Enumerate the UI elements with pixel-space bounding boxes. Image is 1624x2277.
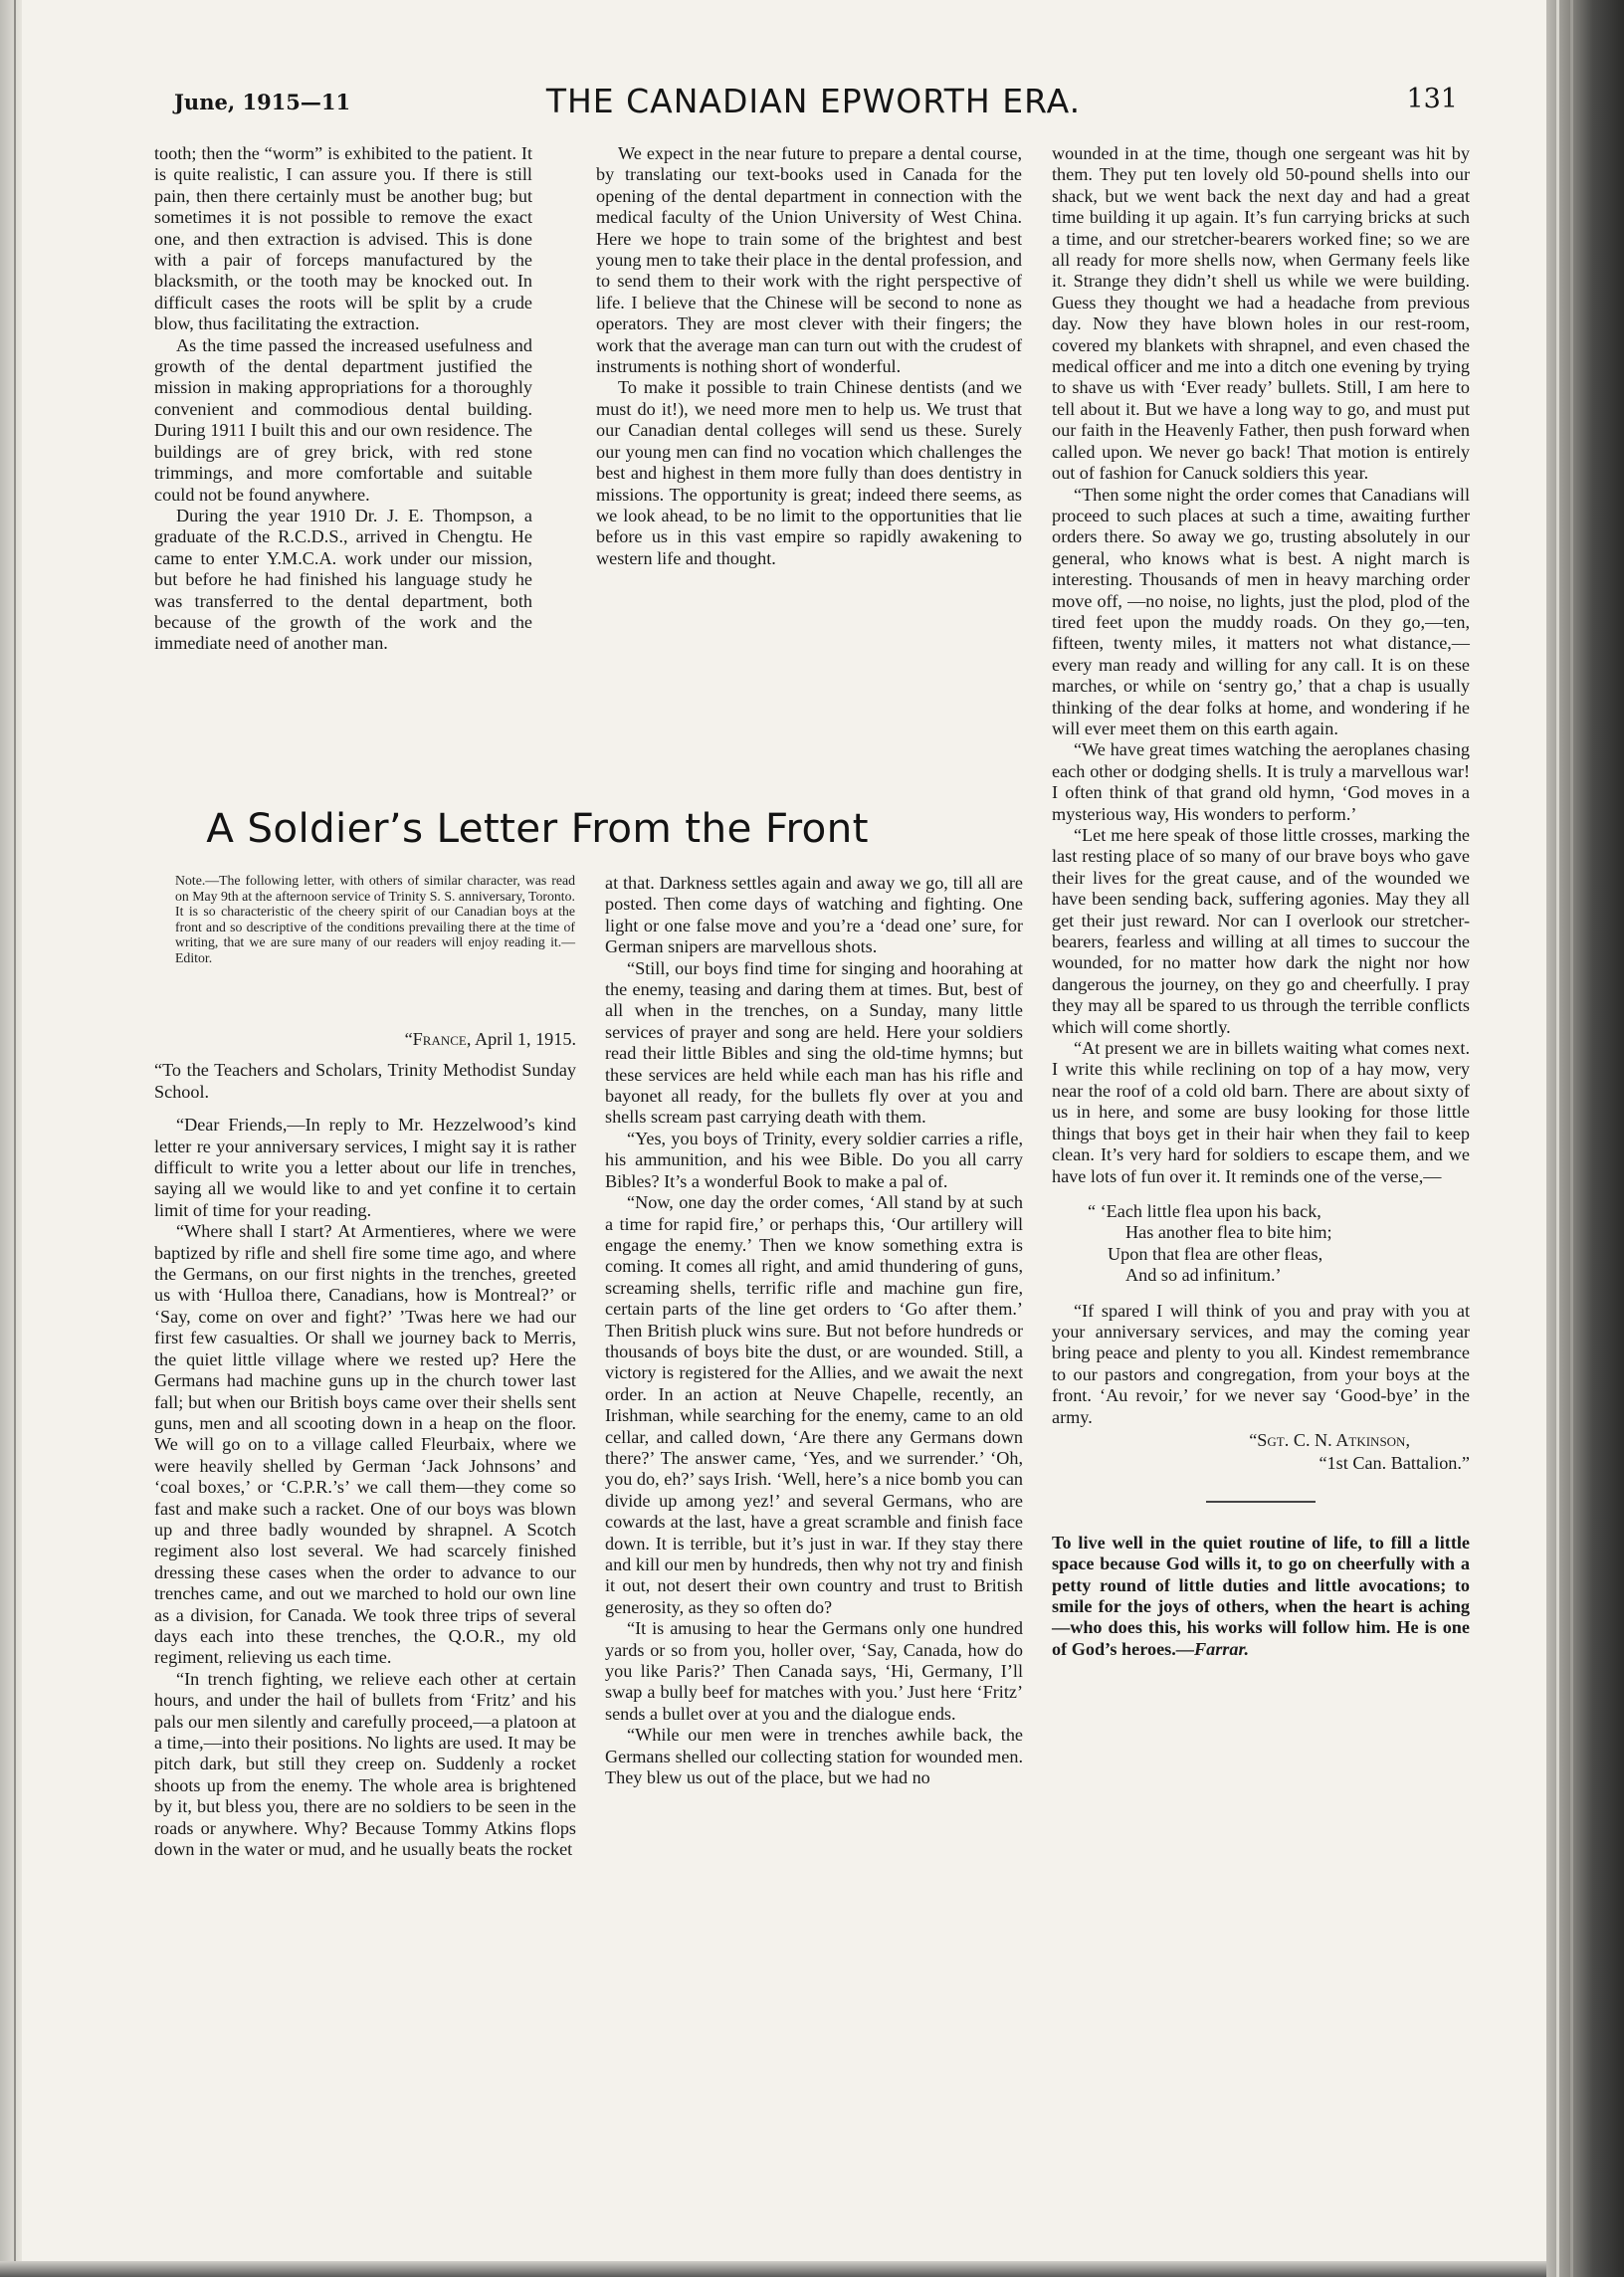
signature-unit: “1st Can. Battalion.” (1319, 1453, 1470, 1474)
quote-attribution: Farrar. (1193, 1638, 1250, 1659)
paragraph: “We have great times watching the aeroplanes chasing each other or dodging shells. It is truly a marvellous war! I often think of that grand old hymn, ‘God moves in a mysterious way, His wonders to perform.’ (1052, 739, 1470, 824)
top-column-2 (596, 143, 1022, 569)
dateline-place: “France, (404, 1029, 472, 1049)
quote-text: To live well in the quiet routine of life, to fill a little space because God wills it, to go on cheerfully with a petty round of little duties and little avocations; to smile for the joys of others, when the heart is aching—who does this, his works will follow him. He is one of God’s heroes.— (1052, 1532, 1470, 1659)
verse-line: Upon that flea are other fleas, (1108, 1243, 1323, 1264)
signature-name-text: “Sgt. C. N. Atkinson, (1249, 1429, 1410, 1450)
verse-line: And so ad infinitum.’ (1125, 1265, 1282, 1286)
magazine-title: THE CANADIAN EPWORTH ERA. (545, 82, 1082, 120)
editor-note: Note.—The following letter, with others of similar character, was read on May 9th at the afternoon service of Trinity S. S. anniversary, Toronto. It is so characteristic of the cheery spirit of our Canadian boys at the front and so descriptive of the conditions prevailing there at the time of writing, that we are sure many of our readers will enjoy reading it.—Editor. (175, 873, 575, 965)
issue-date: June, 1915—11 (174, 90, 351, 114)
page-left-edge (0, 0, 22, 2277)
paragraph: “Now, one day the order comes, ‘All stand by at such a time for rapid fire,’ or perhaps this, ‘Our artillery will engage the enemy.’ Then we know something extra is coming. It comes all right, and amid thundering of guns, screaming shells, terrific rifle and machine gun fire, certain parts of the line get orders to ‘Go after them.’ Then British pluck wins sure. But not before hundreds or thousands of boys bite the dust, or are wounded. Still, a victory is registered for the Allies, and we await the next order. In an action at Neuve Chapelle, recently, an Irishman, while searching for the enemy, came to an old cellar, and called down, ‘Are there any Germans down there?’ The answer came, ‘Yes, and we surrender.’ ‘Oh, you do, eh?’ says Irish. ‘Well, here’s a nice bomb you can divide up among yez!’ and several Germans, who are cowards at the last, have a great scramble and finish face down. It is terrible, but it’s just in war. If they stay there and kill our men by hundreds, then why not try and finish it out, not desert their own country and trust to British generosity, as they so often do? (605, 1192, 1023, 1617)
section-divider (1206, 1501, 1316, 1503)
verse-line: Has another flea to bite him; (1125, 1222, 1332, 1243)
signature-name (1052, 1430, 1470, 1451)
paragraph: “Yes, you boys of Trinity, every soldier carries a rifle, his ammunition, and his wee Bible. Do you all carry Bibles? It’s a wonderful Book to make a pal of. (605, 1128, 1023, 1191)
paragraph: “Then some night the order comes that Canadians will proceed to such places at such a time, awaiting further orders there. So away we go, trusting absolutely in our general, who knows what is best. A night march is interesting. Thousands of men in heavy marching order move off, —no noise, no lights, just the plod, plod of the tired feet upon the muddy roads. On they go,—ten, fifteen, twenty miles, it matters not what distance,—every man ready and willing for any call. It is on these marches, or while on ‘sentry go,’ that a chap is usually thinking of the dear folks at home, and wondering if he will ever meet them on this earth again. (1052, 484, 1470, 738)
page-number: 131 (1406, 84, 1458, 114)
paragraph: “Let me here speak of those little crosses, marking the last resting place of so many of our brave boys who gave their lives for the great cause, and of the wounded we have been sending back, suffering agonies. May they all get their just reward. Nor can I overlook our stretcher-bearers, fearless and willing at all times to succour the wounded, for no matter how dark the night nor how dangerous the journey, on they go and cheerfully. I pray they may all be spared to us through the terrible conflicts which will come shortly. (1052, 825, 1470, 1037)
paragraph: “While our men were in trenches awhile back, the Germans shelled our collecting station for wounded men. They blew us out of the place, but we had no (605, 1725, 1023, 1788)
paragraph: To make it possible to train Chinese dentists (and we must do it!), we need more men to help us. We trust that our Canadian dental colleges will send us these. Surely our young men can find no vocation which challenges the best and highest in them more fully than does dentistry in missions. The opportunity is great; indeed there seems, as we look ahead, to be no limit to the opportunities that lie before us in this vast empire so rapidly awakening to western life and thought. (596, 377, 1022, 568)
article-column-1 (154, 1029, 576, 1860)
flea-verse (1052, 1201, 1470, 1287)
closing-paragraph: “If spared I will think of you and pray with you at your anniversary services, and may the coming year bring peace and plenty to you all. Kindest remembrance to our pastors and congregation, from your boys at the front. ‘Au revoir,’ for we never say ‘Good-bye’ in the army. (1052, 1300, 1470, 1427)
verse-line: “ ‘Each little flea upon his back, (1088, 1200, 1321, 1221)
paragraph: As the time passed the increased usefulness and growth of the dental department justified the mission in making appropriations for a thoroughly convenient and commodious dental building. During 1911 I built this and our own residence. The buildings are of grey brick, with red stone trimmings, and more comfortable and suitable could not be found anywhere. (154, 334, 532, 505)
paragraph: wounded in at the time, though one sergeant was hit by them. They put ten lovely old 50-pound shells into our shack, but we went back the next day and had a great time building it up again. It’s fun carrying bricks at such a time, and our stretcher-bearers worked fine; so we are all ready for more shells now, when Germany feels like it. Strange they didn’t shell us while we were building. Guess they thought we had a headache from previous day. Now they have blown holes in our rest-room, covered my blankets with shrapnel, and even chased the medical officer and me into a ditch one evening by trying to shave us with ‘Ever ready’ bullets. Still, I am here to tell about it. But we have a long way to go, and must put our faith in the Heavenly Father, then push forward when called upon. We never go back! That motion is entirely out of fashion for Canuck soldiers this year. (1052, 143, 1470, 484)
page-bottom-shadow (0, 2261, 1624, 2277)
paragraph: “Still, our boys find time for singing and hoorahing at the enemy, teasing and daring them at times. But, best of all when in the trenches, on a Sunday, many little services of prayer and song are held. Here your soldiers read their little Bibles and sing the old-time hymns; but these services are held while each man has his rifle and bayonet all ready, for the bullets fly over at you and shells scream past carrying death with them. (605, 957, 1023, 1128)
paragraph: “It is amusing to hear the Germans only one hundred yards or so from you, holler over, ‘Say, Canada, how do you like Paris?’ Then Canada says, ‘Hi, Germany, I’ll swap a bully beef for matches with you.’ Just here ‘Fritz’ sends a bullet over at you and the dialogue ends. (605, 1618, 1023, 1724)
article-title: A Soldier’s Letter From the Front (206, 804, 869, 852)
paragraph: “Where shall I start? At Armentieres, where we were baptized by rifle and shell fire some time ago, and where the Germans, on our first nights in the trenches, greeted us with ‘Hulloa there, Canadians, how is Montreal?’ or ‘Say, come on over and fight?’ ’Twas here we had our first few casualties. Or shall we journey back to Merris, the quiet little village where we rested up? Here the Germans had machine guns up in the church tower last fall; but when our British boys came over their shells sent guns, men and all scooting down in a heap on the floor. We will go on to a village called Fleurbaix, where we were heavily shelled by German ‘Jack Johnsons’ and ‘coal boxes,’ or ‘C.P.R.’s’ we call them—they come so fast and make such a racket. One of our boys was blown up and three badly wounded by shrapnel. A Scotch regiment also lost several. We had scarcely finished dressing these cases when the order to advance to our trenches came, and out we marched to hold our own line as a division, for Canada. We took three trips of several days each into these trenches, the Q.O.R., my old regiment, relieving us each time. (154, 1221, 576, 1668)
dateline-date: April 1, 1915. (471, 1029, 576, 1049)
salutation: “To the Teachers and Scholars, Trinity Methodist Sunday School. (154, 1060, 576, 1102)
dateline (154, 1029, 576, 1050)
paragraph: “At present we are in billets waiting what comes next. I write this while reclining on top of a hay mow, very near the roof of a cold old barn. There are about sixty of us in here, and some are busy looking for those little things that boys get in their hair when they fail to keep clean. It’s very hard for soldiers to escape them, and we have lots of fun over it. It reminds one of the verse,— (1052, 1038, 1470, 1186)
page-header (169, 82, 1458, 131)
article-column-2 (605, 873, 1023, 1788)
paragraph: We expect in the near future to prepare a dental course, by translating our text-books used in Canada for the opening of the dental department in connection with the medical faculty of the Union University of West China. Here we hope to train some of the brightest and best young men to take their place in the dental profession, and to send them to their work with the right perspective of life. I believe that the Chinese will be second to none as operators. They are most clever with their fingers; the work that the average man can turn out with the crudest of instruments is nothing short of wonderful. (596, 143, 1022, 377)
paragraph: “Dear Friends,—In reply to Mr. Hezzelwood’s kind letter re your anniversary services, I might say it is rather difficult to write you a letter about our life in trenches, saying all we would like to and yet confine it to certain limit of time for your reading. (154, 1115, 576, 1220)
article-column-3 (1052, 143, 1470, 1660)
paragraph: tooth; then the “worm” is exhibited to the patient. It is quite realistic, I can assure you. If there is still pain, then there certainly must be another bug; but sometimes it is not possible to remove the exact one, and then extraction is advised. This is done with a pair of forceps manufactured by the blacksmith, or the tooth may be knocked out. In difficult cases the roots will be split by a crude blow, thus facilitating the extraction. (154, 143, 532, 334)
quote-block (1052, 1533, 1470, 1660)
paragraph: During the year 1910 Dr. J. E. Thompson, a graduate of the R.C.D.S., arrived in Chengtu. He came to enter Y.M.C.A. work under our mission, but before he had finished his language study he was transferred to the dental department, both because of the growth of the work and the immediate need of another man. (154, 505, 532, 654)
paragraph: at that. Darkness settles again and away we go, till all are posted. Then come days of watching and fighting. One light or one false move and you’re a ‘dead one’ sure, for German snipers are marvellous shots. (605, 873, 1023, 957)
paragraph: “In trench fighting, we relieve each other at certain hours, and under the hail of bullets from ‘Fritz’ and his pals our men silently and carefully proceed,—a platoon at a time,—into their positions. No lights are used. It may be pitch dark, but still they creep on. Suddenly a rocket shoots up from the enemy. The whole area is brightened by it, but bless you, there are no soldiers to be seen in the roads or anywhere. Why? Because Tommy Atkins flops down in the water or mud, and he usually beats the rocket (154, 1668, 576, 1860)
book-spine (1546, 0, 1624, 2277)
top-column-1 (154, 143, 532, 655)
